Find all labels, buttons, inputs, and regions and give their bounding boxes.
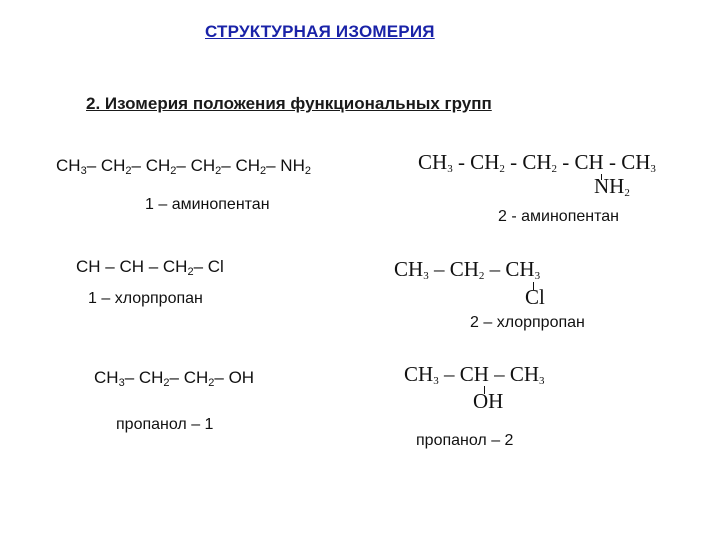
name-1-aminopentane: 1 – аминопентан xyxy=(145,196,270,213)
formula-1-aminopentane: $CH_3-$ $CH_2-$ $CH_2-$ $CH_2-$ $CH_2-$ $NH_2$ xyxy=(56,156,311,177)
formula-propanol-2: $CH_3$ – CH – $CH_3$ xyxy=(404,362,545,387)
section-subtitle: 2. Изомерия положения функциональных групп xyxy=(86,94,492,113)
name-propanol-1: пропанол – 1 xyxy=(116,416,214,433)
substituent-oh: OH xyxy=(473,389,504,413)
name-2-aminopentane: 2 - аминопентан xyxy=(498,208,619,225)
substituent-nh2: $NH_2$ xyxy=(594,174,630,199)
name-1-chloropropane: 1 – хлорпропан xyxy=(88,290,203,307)
formula-propanol-1: $CH_3-$ $CH_2-$ $CH_2-$ OH xyxy=(94,368,255,389)
formula-2-aminopentane: $CH_3 - CH_2 - CH_2$ - CH - $CH_3$ xyxy=(418,150,656,175)
formula-1-chloropropane: CH – CH – $CH_2-$ Cl xyxy=(76,257,224,278)
substituent-cl: Cl xyxy=(525,285,545,309)
formula-2-chloropropane: $CH_3 - CH_2 - CH_3$ xyxy=(394,257,541,282)
page-title: СТРУКТУРНАЯ ИЗОМЕРИЯ xyxy=(205,22,435,41)
name-2-chloropropane: 2 – хлорпропан xyxy=(470,314,585,331)
name-propanol-2: пропанол – 2 xyxy=(416,432,514,449)
